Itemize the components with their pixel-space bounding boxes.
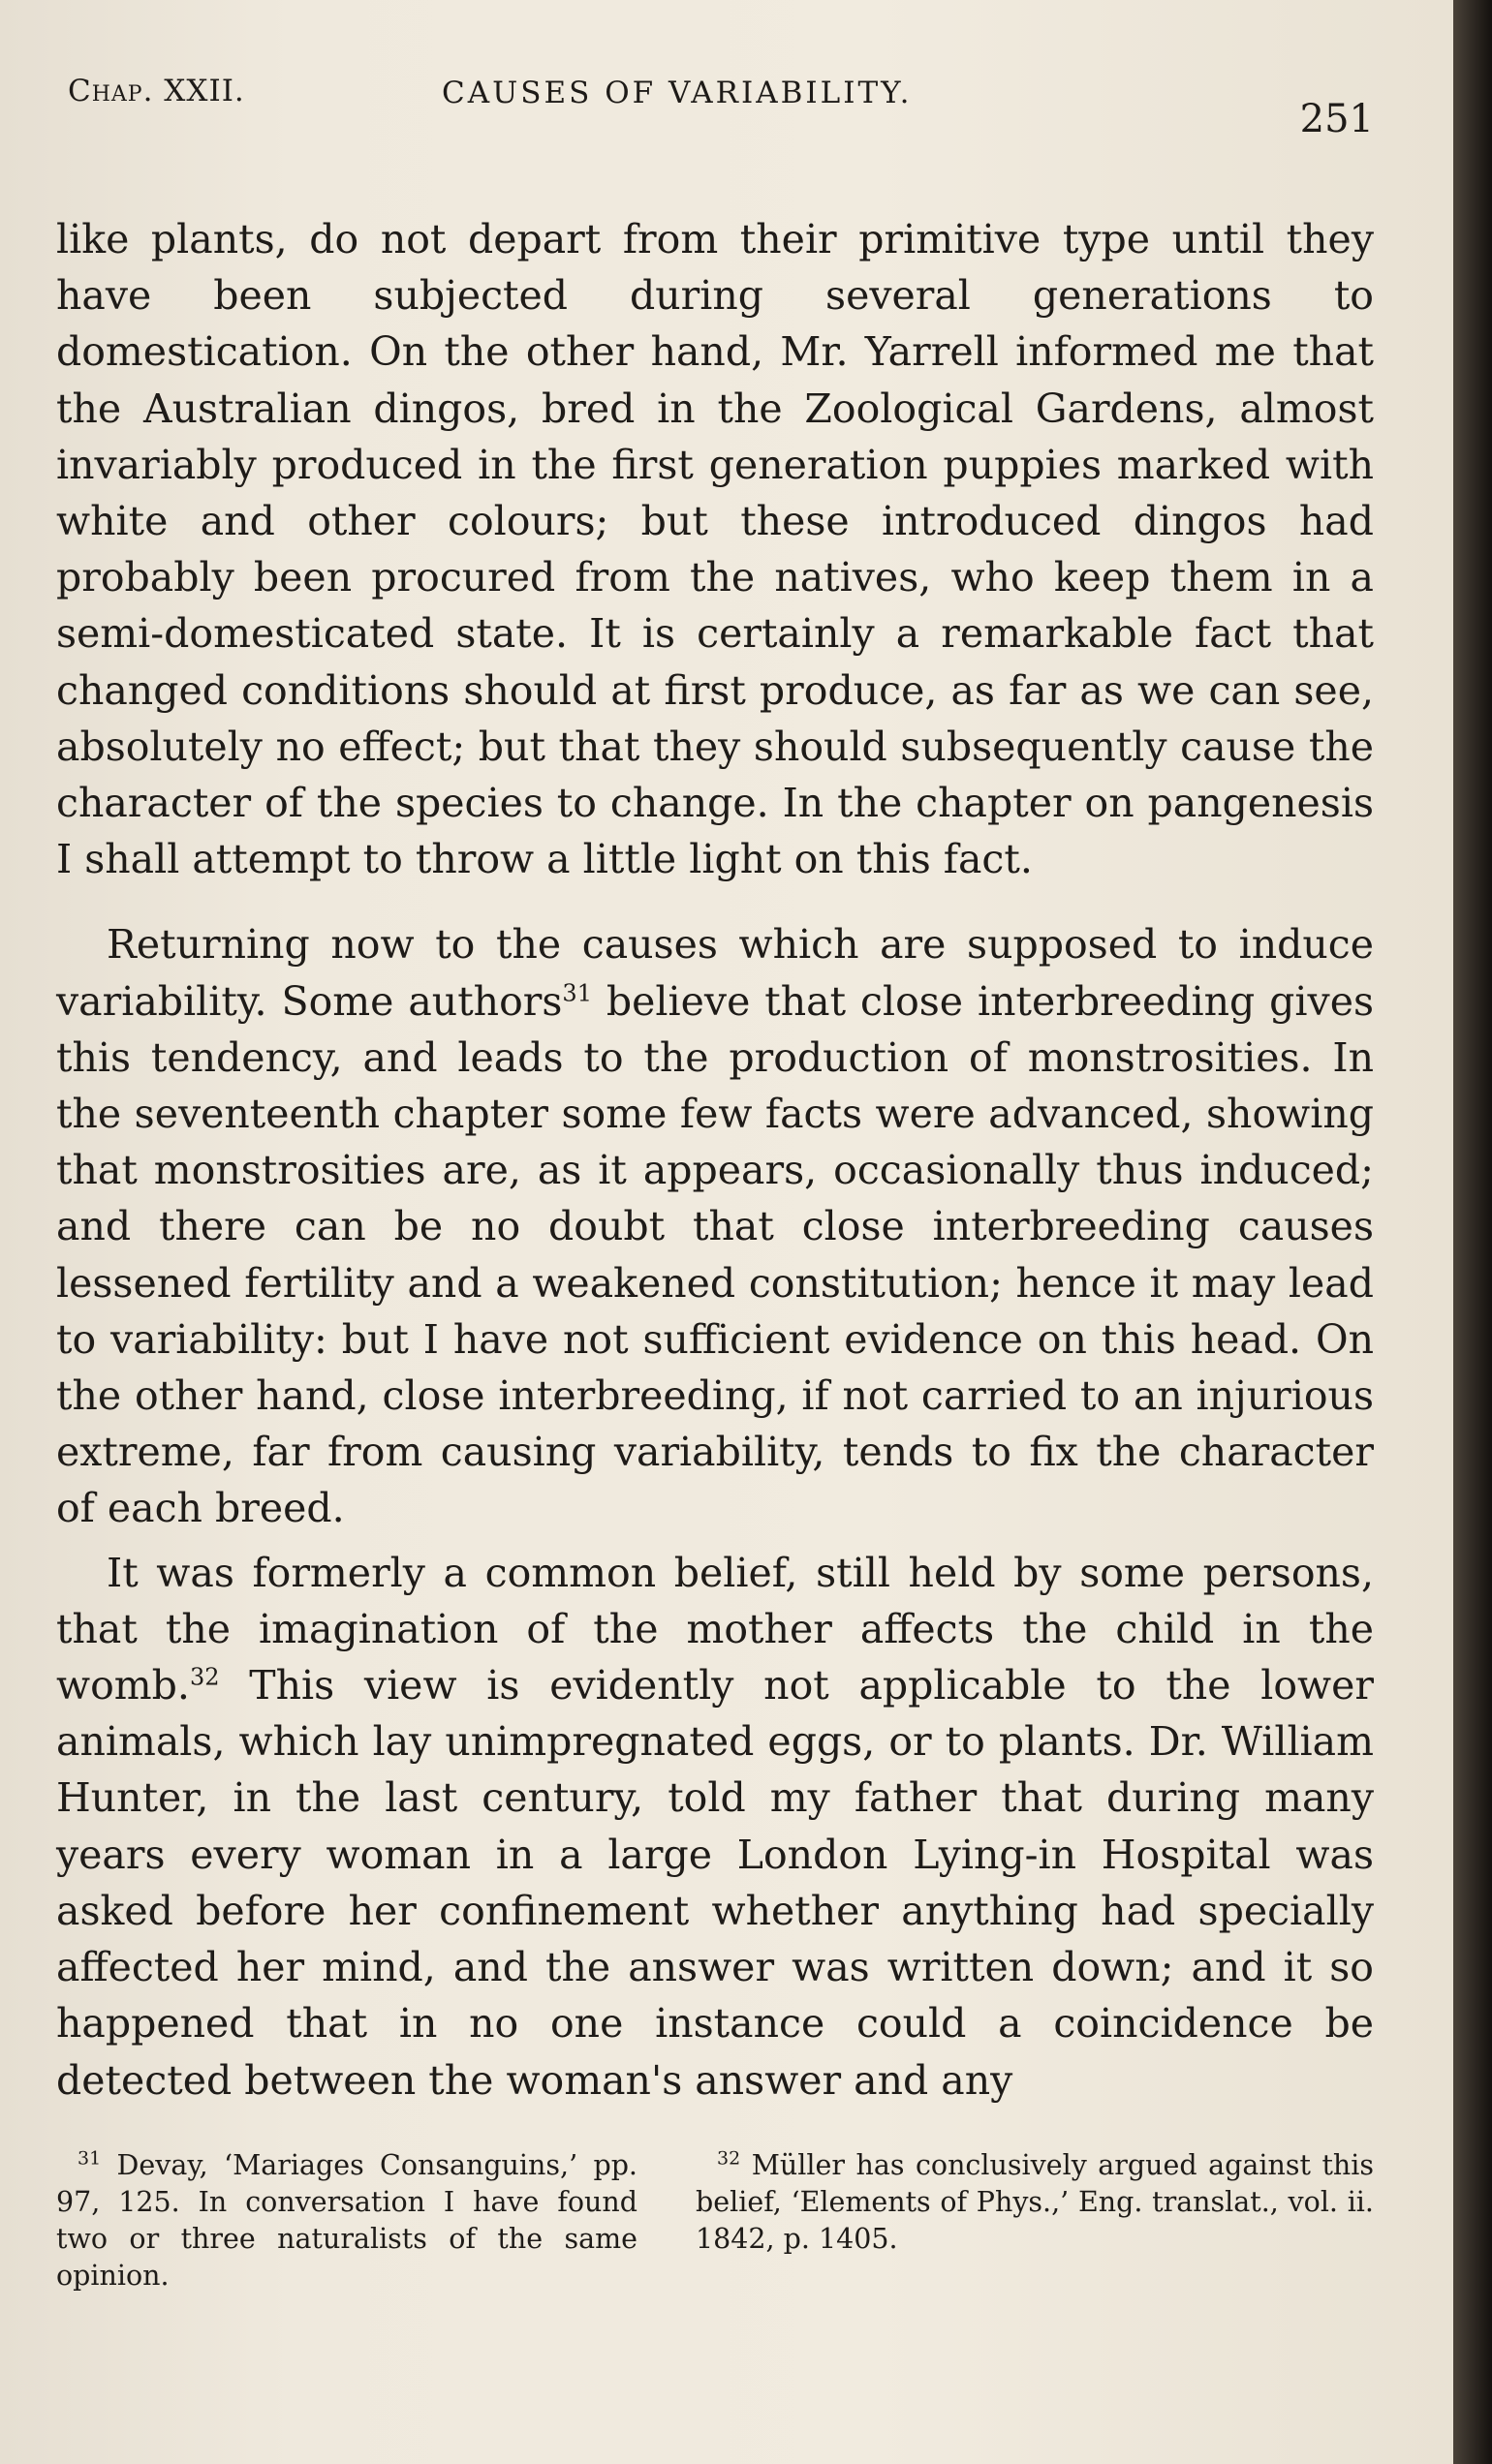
paragraph-text: Returning now to the causes which are supposed to induce variability. Some authors: [56, 921, 1374, 1025]
chapter-title: CAUSES OF VARIABILITY.: [442, 76, 913, 110]
footnote-reference: 32: [189, 1663, 220, 1691]
footnote-number: 32: [717, 2147, 741, 2170]
page-number: 251: [1299, 97, 1374, 141]
paragraph-text: It was formerly a common belief, still held by some persons, that the imagination of the mother affects the child in the womb.: [56, 1549, 1374, 1709]
paragraph-text: like plants, do not depart from their primitive type until they have been subjected during several generations to domestication. On the other hand, Mr. Yarrell informed me that the Australian dingos, bred in the Zoological Gardens, almost invariably produced in the first generation puppies marked with white and other colours; but these introduced dingos had probably been procured from the natives, who keep them in a semi-domesticated state. It is certainly a remarkable fact that changed conditions should at first produce, as far as we can see, absolutely no effect; but that they should subsequently cause the character of the species to change. In the chapter on pangenesis I shall attempt to throw a little light on this fact.: [56, 216, 1374, 883]
paragraph-imagination: [56, 1545, 1374, 2109]
book-gutter-shadow: [1453, 0, 1492, 2464]
text-block: [56, 58, 1374, 2295]
footnote-text: Müller has conclusively argued against this belief, ‘Elements of Phys.,’ Eng. translat., vol. ii. 1842, p. 1405.: [696, 2148, 1374, 2255]
paragraph-text: This view is evidently not applicable to the lower animals, which lay unimpregnated eggs, or to plants. Dr. William Hunter, in the last century, told my father that during many years every woman in a large London Lying-in Hospital was asked before her confinement whether anything had specially affected her mind, and the answer was written down; and it so happened that in no one instance could a coincidence be detected between the woman's answer and any: [56, 1662, 1374, 2104]
paragraph-text: believe that close interbreeding gives this tendency, and leads to the production of monstrosities. In the seventeenth chapter some few facts were advanced, showing that monstrosities are, as it appears, occasionally thus induced; and there can be no doubt that close interbreeding causes lessened fertility and a weakened constitution; hence it may lead to variability: but I have not sufficient evidence on this head. On the other hand, close interbreeding, if not carried to an injurious extreme, far from causing variability, tends to fix the character of each breed.: [56, 977, 1374, 1532]
footnote-text: Devay, ‘Mariages Consanguins,’ pp. 97, 125. In conversation I have found two or three naturalists of the same opinion.: [56, 2148, 637, 2292]
footnote-32: [696, 2147, 1374, 2295]
chapter-label: Chap. XXII.: [68, 74, 245, 108]
paragraph-interbreeding: [56, 916, 1374, 1536]
running-head: [56, 58, 1374, 147]
footnote-number: 31: [78, 2147, 102, 2170]
paragraph-continued: [56, 211, 1374, 887]
footnotes: [56, 2147, 1374, 2295]
footnote-reference: 31: [562, 978, 592, 1006]
footnote-31: [56, 2147, 637, 2295]
body-text: [56, 211, 1374, 2109]
